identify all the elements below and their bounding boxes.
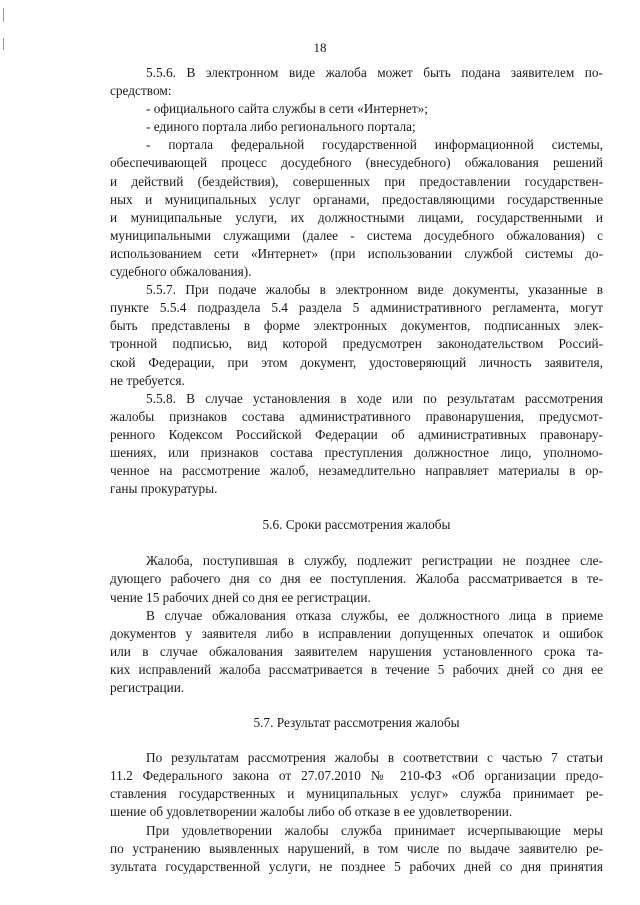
text-line: шение об удовлетворении жалобы либо об отказе в ее удовлетворении.: [110, 804, 513, 820]
list-item: - единого портала либо регионального портала;: [146, 119, 416, 135]
text-line: или в случае обжалования заявителем нарушения установленного срока та-: [110, 643, 603, 659]
text-line: 5.5.6. В электронном виде жалоба может быть подана заявителем по-: [146, 65, 603, 80]
text-line: При удовлетворении жалобы служба принимает исчерпывающие меры: [146, 822, 603, 838]
text-line: по устранению выявленных нарушений, в том числе по выдаче заявителю ре-: [110, 840, 603, 856]
paragraph-5-6-registration: [110, 552, 603, 606]
page-number: 18: [313, 40, 327, 55]
text-line: ской Федерации, при этом документ, удостоверяющий личность заявителя,: [110, 354, 603, 370]
text-line: и действий (бездействия), совершенных при предоставлении государствен-: [110, 173, 603, 189]
text-line: Жалоба, поступившая в службу, подлежит регистрации не позднее сле-: [146, 553, 603, 569]
text-line: зультата государственной услуги, не позднее 5 рабочих дней со дня принятия: [110, 858, 603, 874]
text-line: регистрации.: [110, 680, 185, 695]
paragraph-5-7-satisfaction: [110, 822, 603, 876]
text-line: документов у заявителя либо в исправлении допущенных опечаток и ошибок: [110, 625, 603, 641]
section-spacer: [110, 534, 603, 552]
text-line: не требуется.: [110, 372, 185, 388]
section-heading-5-6: 5.6. Сроки рассмотрения жалобы: [262, 517, 451, 533]
text-line: ных и муниципальных услуг органами, предоставляющими государственные: [110, 191, 603, 207]
list-item: - официального сайта службы в сети «Интернет»;: [146, 101, 428, 117]
text-line: использованием сети «Интернет» (при использовании службой системы до-: [110, 245, 603, 261]
text-line: ченное на рассмотрение жалоб, незамедлительно направляет материалы в ор-: [110, 463, 603, 479]
text-line: судебного обжалования).: [110, 264, 252, 280]
text-line: средством:: [110, 83, 172, 99]
text-line: пункте 5.5.4 подраздела 5.4 раздела 5 административного регламента, могут: [110, 300, 603, 316]
text-line: жалобы признаков состава административного правонарушения, предусмот-: [110, 408, 603, 424]
text-line: ганы прокуратуры.: [110, 481, 218, 497]
text-line: 11.2 Федерального закона от 27.07.2010 № 210-ФЗ «Об организации предо-: [110, 768, 603, 784]
text-line: шениях, или признаков состава преступления должностное лицо, уполномо-: [110, 444, 603, 460]
text-line: ренного Кодексом Российской Федерации об административных правонару-: [110, 426, 603, 442]
text-line: 5.5.7. При подаче жалобы в электронном виде документы, указанные в: [146, 282, 603, 298]
paragraph-5-7-decision: [110, 749, 603, 821]
text-line: муниципальными служащими (далее - система досудебного обжалования) с: [110, 227, 603, 243]
paragraph-5-5-7: [110, 281, 603, 390]
text-line: По результатам рассмотрения жалобы в соответствии с частью 7 статьи: [146, 750, 603, 766]
text-line: ставления государственных и муниципальных услуг» служба принимает ре-: [110, 786, 603, 802]
text-line: дующего рабочего дня со дня ее поступления. Жалоба рассматривается в те-: [110, 571, 603, 587]
paragraph-5-5-8: [110, 390, 603, 499]
section-spacer: [110, 498, 603, 516]
text-line: чение 15 рабочих дней со дня ее регистрации.: [110, 589, 371, 605]
section-spacer: [110, 697, 603, 714]
document-body: [110, 64, 603, 876]
text-line: 5.5.8. В случае установления в ходе или по результатам рассмотрения: [146, 390, 603, 406]
section-spacer: [110, 732, 603, 749]
paragraph-5-6-refusal: [110, 607, 603, 697]
scan-margin-mark: [3, 8, 4, 22]
list-item: - портала федеральной государственной информационной системы,: [146, 137, 603, 153]
text-line: В случае обжалования отказа службы, ее должностного лица в приеме: [146, 607, 603, 623]
text-line: ких исправлений жалоба рассматривается в течение 5 рабочих дней со дня ее: [110, 661, 603, 677]
text-line: обеспечивающей процесс досудебного (внесудебного) обжалования решений: [110, 155, 603, 171]
paragraph-5-5-6: [110, 64, 603, 281]
section-heading-5-7: 5.7. Результат рассмотрения жалобы: [253, 715, 460, 731]
text-line: и муниципальные услуги, их должностными лицами, государственными и: [110, 209, 603, 225]
text-line: тронной подписью, вид которой предусмотрен законодательством Россий-: [110, 336, 603, 352]
text-line: быть представлены в форме электронных документов, подписанных элек-: [110, 318, 603, 334]
